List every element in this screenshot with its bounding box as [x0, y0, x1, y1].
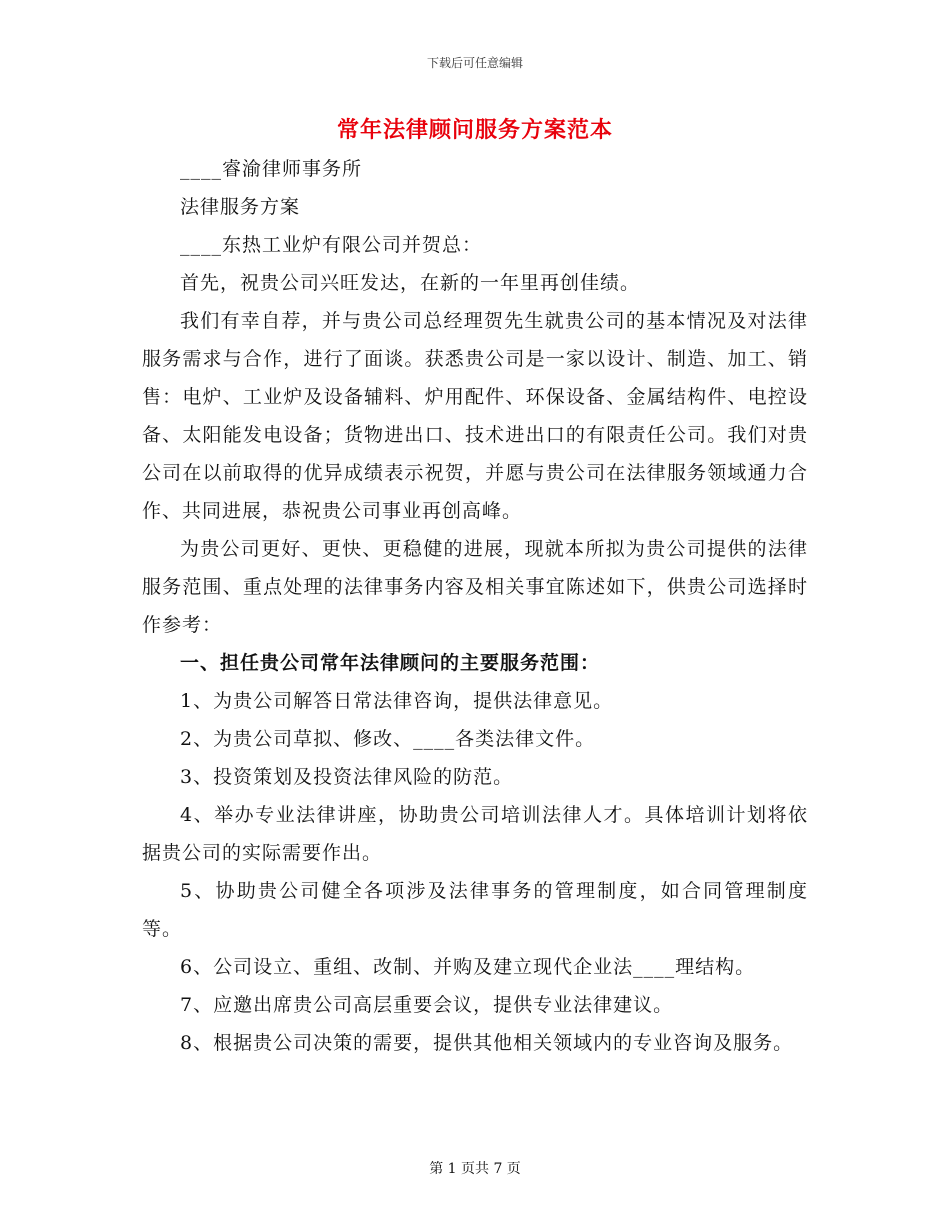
document-title: 常年法律顾问服务方案范本	[336, 117, 613, 143]
header-note: 下载后可任意编辑	[426, 56, 523, 70]
list-item: 2、为贵公司草拟、修改、____各类法律文件。	[180, 728, 596, 750]
proposal-heading: 法律服务方案	[180, 196, 301, 218]
purpose-paragraph: 为贵公司更好、更快、更稳健的进展，现就本所拟为贵公司提供的法律服务范围、重点处理的法律事务内容及相关事宜陈述如下，供贵公司选择时作参考：	[142, 538, 808, 636]
greeting-paragraph: 首先，祝贵公司兴旺发达，在新的一年里再创佳绩。	[180, 272, 641, 294]
list-item: 1、为贵公司解答日常法律咨询，提供法律意见。	[180, 690, 614, 712]
list-item: 3、投资策划及投资法律风险的防范。	[180, 766, 514, 788]
document-body	[142, 150, 808, 1062]
salutation: ____东热工业炉有限公司并贺总：	[180, 234, 483, 256]
introduction-paragraph: 我们有幸自荐，并与贵公司总经理贺先生就贵公司的基本情况及对法律服务需求与合作，进行了面谈。获悉贵公司是一家以设计、制造、加工、销售：电炉、工业炉及设备辅料、炉用配件、环保设备、金属结构件、电控设备、太阳能发电设备；货物进出口、技术进出口的有限责任公司。我们对贵公司在以前取得的优异成绩表示祝贺，并愿与贵公司在法律服务领域通力合作、共同进展，恭祝贵公司事业再创高峰。	[142, 310, 808, 522]
page-footer: 第 1 页共 7 页	[429, 1161, 521, 1177]
list-item: 7、应邀出席贵公司高层重要会议，提供专业法律建议。	[180, 994, 674, 1016]
list-item: 4、举办专业法律讲座，协助贵公司培训法律人才。具体培训计划将依据贵公司的实际需要作出。	[142, 804, 808, 864]
list-item: 8、根据贵公司决策的需要，提供其他相关领域内的专业咨询及服务。	[180, 1032, 794, 1054]
section-heading-scope: 一、担任贵公司常年法律顾问的主要服务范围：	[180, 652, 601, 674]
law-firm-line: ____睿渝律师事务所	[180, 158, 363, 180]
list-item: 6、公司设立、重组、改制、并购及建立现代企业法____理结构。	[180, 956, 756, 978]
list-item: 5、协助贵公司健全各项涉及法律事务的管理制度，如合同管理制度等。	[142, 880, 808, 940]
